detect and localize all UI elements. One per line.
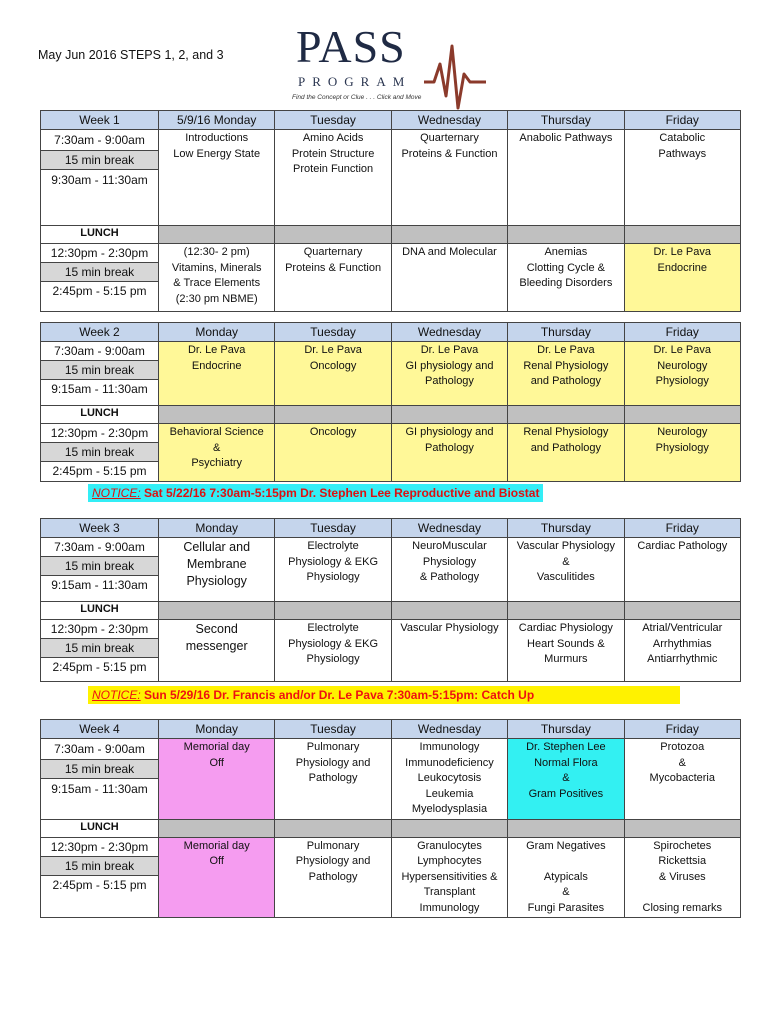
notice-banner-sunday (88, 686, 680, 704)
session-cell-monday-am: Cellular and Membrane Physiology (159, 538, 275, 602)
day-header-tuesday: Tuesday (275, 111, 391, 130)
afternoon-time-slots (41, 424, 159, 482)
day-header-thursday: Thursday (508, 519, 624, 538)
session-cell-tuesday-am: Electrolyte Physiology & EKG Physiology (275, 538, 391, 602)
week-1-schedule-table (40, 110, 741, 312)
morning-session-row (41, 538, 741, 602)
afternoon-time-slots (41, 620, 159, 682)
notice-text: Sat 5/22/16 7:30am-5:15pm Dr. Stephen Lee Reproductive and Biostat (140, 486, 540, 500)
session-cell-friday-pm: Spirochetes Rickettsia & Viruses Closing remarks (624, 837, 740, 918)
session-cell-thursday-am: Vascular Physiology & Vasculitides (508, 538, 624, 602)
day-header-thursday: Thursday (508, 323, 624, 342)
notice-text: Sun 5/29/16 Dr. Francis and/or Dr. Le Pava 7:30am-5:15pm: Catch Up (140, 688, 535, 702)
notice-label: NOTICE: (92, 688, 141, 702)
session-cell-monday-pm: Second messenger (159, 620, 275, 682)
time-slot: 2:45pm - 5:15 pm (52, 660, 147, 674)
session-cell-wednesday-am: Dr. Le Pava GI physiology and Pathology (391, 342, 507, 406)
lunch-row (41, 819, 741, 837)
afternoon-session-row (41, 620, 741, 682)
logo-tagline: Find the Concept or Clue . . . Click and Move (292, 94, 422, 101)
week-4-schedule-table (40, 719, 741, 918)
day-header-friday: Friday (624, 519, 740, 538)
afternoon-session-row (41, 837, 741, 918)
session-cell-tuesday-pm: Quarternary Proteins & Function (275, 244, 391, 312)
session-cell-thursday-pm: Anemias Clotting Cycle & Bleeding Disorders (508, 244, 624, 312)
time-slot: 7:30am - 9:00am (41, 342, 158, 361)
break-slot: 15 min break (41, 361, 158, 380)
session-cell-monday-pm: Behavioral Science & Psychiatry (159, 424, 275, 482)
time-slot: 2:45pm - 5:15 pm (52, 464, 147, 478)
notice-banner-saturday (88, 484, 543, 502)
week-3-schedule-table (40, 518, 741, 682)
time-slot: 7:30am - 9:00am (41, 739, 158, 760)
week-label: Week 4 (41, 720, 159, 739)
session-cell-wednesday-pm: GI physiology and Pathology (391, 424, 507, 482)
week-label: Week 1 (41, 111, 159, 130)
session-cell-wednesday-pm: Vascular Physiology (391, 620, 507, 682)
week-label: Week 3 (41, 519, 159, 538)
lunch-label: LUNCH (41, 602, 159, 620)
afternoon-time-slots (41, 244, 159, 312)
week-label: Week 2 (41, 323, 159, 342)
session-cell-wednesday-am: Immunology Immunodeficiency Leukocytosis Leukemia Myelodysplasia (391, 739, 507, 820)
day-header-wednesday: Wednesday (391, 519, 507, 538)
session-cell-monday-am: Introductions Low Energy State (159, 130, 275, 226)
session-cell-tuesday-pm: Oncology (275, 424, 391, 482)
break-slot: 15 min break (41, 557, 158, 576)
day-header-monday: Monday (159, 323, 275, 342)
time-slot: 9:15am - 11:30am (51, 782, 148, 796)
document-title: May Jun 2016 STEPS 1, 2, and 3 (38, 48, 224, 62)
session-cell-monday-pm: (12:30- 2 pm) Vitamins, Minerals & Trace Elements (2:30 pm NBME) (159, 244, 275, 312)
morning-session-row (41, 739, 741, 820)
day-header-wednesday: Wednesday (391, 323, 507, 342)
session-cell-tuesday-am: Dr. Le Pava Oncology (275, 342, 391, 406)
session-cell-wednesday-pm: Granulocytes Lymphocytes Hypersensitivities & Transplant Immunology (391, 837, 507, 918)
session-cell-thursday-pm: Gram Negatives Atypicals & Fungi Parasites (508, 837, 624, 918)
time-slot: 9:30am - 11:30am (51, 173, 148, 187)
day-header-friday: Friday (624, 720, 740, 739)
session-cell-thursday-am: Dr. Stephen Lee Normal Flora & Gram Positives (508, 739, 624, 820)
day-header-wednesday: Wednesday (391, 720, 507, 739)
time-slot: 7:30am - 9:00am (41, 538, 158, 557)
session-cell-friday-am: Catabolic Pathways (624, 130, 740, 226)
session-cell-tuesday-am: Pulmonary Physiology and Pathology (275, 739, 391, 820)
morning-session-row (41, 130, 741, 226)
time-slot: 12:30pm - 2:30pm (41, 620, 158, 639)
day-header-tuesday: Tuesday (275, 323, 391, 342)
time-slot: 7:30am - 9:00am (41, 130, 158, 151)
session-cell-monday-am: Memorial day Off (159, 739, 275, 820)
lunch-row (41, 602, 741, 620)
session-cell-friday-pm: Atrial/Ventricular Arrhythmias Antiarrhythmic (624, 620, 740, 682)
session-cell-wednesday-pm: DNA and Molecular (391, 244, 507, 312)
time-slot: 12:30pm - 2:30pm (41, 838, 158, 857)
week-2-header-row (41, 323, 741, 342)
time-slot: 12:30pm - 2:30pm (41, 244, 158, 263)
lunch-label: LUNCH (41, 819, 159, 837)
break-slot: 15 min break (41, 639, 158, 658)
day-header-friday: Friday (624, 323, 740, 342)
week-4-header-row (41, 720, 741, 739)
time-slot: 9:15am - 11:30am (51, 382, 148, 396)
week-1-header-row (41, 111, 741, 130)
day-header-tuesday: Tuesday (275, 720, 391, 739)
morning-time-slots (41, 538, 159, 602)
session-cell-friday-am: Cardiac Pathology (624, 538, 740, 602)
day-header-thursday: Thursday (508, 720, 624, 739)
afternoon-time-slots (41, 837, 159, 918)
heartbeat-pulse-icon (424, 34, 486, 110)
break-slot: 15 min break (41, 760, 158, 779)
morning-session-row (41, 342, 741, 406)
day-header-thursday: Thursday (508, 111, 624, 130)
session-cell-monday-am: Dr. Le Pava Endocrine (159, 342, 275, 406)
week-2-schedule-table (40, 322, 741, 482)
afternoon-session-row (41, 244, 741, 312)
lunch-row (41, 226, 741, 244)
day-header-monday: Monday (159, 519, 275, 538)
day-header-monday: 5/9/16 Monday (159, 111, 275, 130)
session-cell-wednesday-am: Quarternary Proteins & Function (391, 130, 507, 226)
session-cell-wednesday-am: NeuroMuscular Physiology & Pathology (391, 538, 507, 602)
session-cell-tuesday-pm: Electrolyte Physiology & EKG Physiology (275, 620, 391, 682)
logo-subword: PROGRAM (298, 74, 412, 89)
day-header-monday: Monday (159, 720, 275, 739)
session-cell-thursday-am: Anabolic Pathways (508, 130, 624, 226)
break-slot: 15 min break (41, 263, 158, 282)
day-header-wednesday: Wednesday (391, 111, 507, 130)
time-slot: 2:45pm - 5:15 pm (52, 877, 147, 892)
week-3-header-row (41, 519, 741, 538)
afternoon-session-row (41, 424, 741, 482)
session-cell-friday-pm: Dr. Le Pava Endocrine (624, 244, 740, 312)
break-slot: 15 min break (41, 857, 158, 876)
morning-time-slots (41, 130, 159, 226)
pass-program-logo (290, 21, 490, 110)
time-slot: 9:15am - 11:30am (51, 578, 148, 592)
session-cell-tuesday-pm: Pulmonary Physiology and Pathology (275, 837, 391, 918)
session-cell-friday-pm: Neurology Physiology (624, 424, 740, 482)
lunch-label: LUNCH (41, 406, 159, 424)
day-header-friday: Friday (624, 111, 740, 130)
session-cell-thursday-pm: Renal Physiology and Pathology (508, 424, 624, 482)
session-cell-friday-am: Protozoa & Mycobacteria (624, 739, 740, 820)
session-cell-thursday-pm: Cardiac Physiology Heart Sounds & Murmurs (508, 620, 624, 682)
time-slot: 12:30pm - 2:30pm (41, 424, 158, 443)
lunch-row (41, 406, 741, 424)
morning-time-slots (41, 739, 159, 820)
notice-label: NOTICE: (92, 486, 141, 500)
session-cell-tuesday-am: Amino Acids Protein Structure Protein Function (275, 130, 391, 226)
session-cell-friday-am: Dr. Le Pava Neurology Physiology (624, 342, 740, 406)
session-cell-monday-pm: Memorial day Off (159, 837, 275, 918)
time-slot: 2:45pm - 5:15 pm (52, 284, 147, 298)
lunch-label: LUNCH (41, 226, 159, 244)
logo-word: PASS (296, 21, 406, 72)
morning-time-slots (41, 342, 159, 406)
session-cell-thursday-am: Dr. Le Pava Renal Physiology and Pathology (508, 342, 624, 406)
break-slot: 15 min break (41, 443, 158, 462)
break-slot: 15 min break (41, 151, 158, 170)
day-header-tuesday: Tuesday (275, 519, 391, 538)
